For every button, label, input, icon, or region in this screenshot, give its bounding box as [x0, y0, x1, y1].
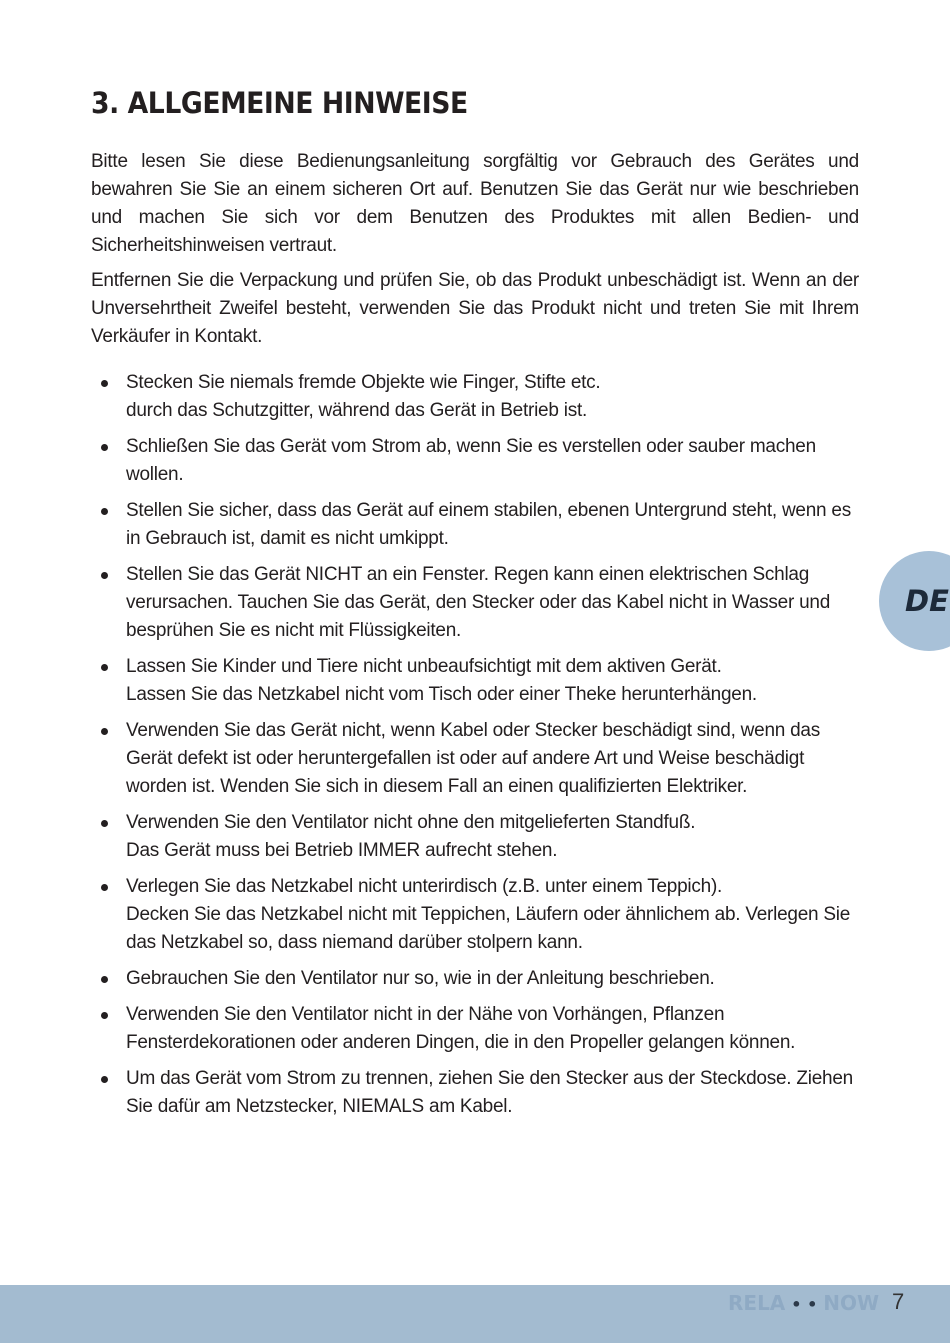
bullet-dot-icon: [101, 1076, 108, 1083]
list-item-line: Stecken Sie niemals fremde Objekte wie Finger, Stifte etc.: [126, 372, 601, 393]
bullet-dot-icon: [101, 444, 108, 451]
intro-paragraph: Entfernen Sie die Verpackung und prüfen Sie, ob das Produkt unbeschädigt ist. Wenn an der Unversehrtheit Zweifel besteht, verwenden Sie das Produkt nicht und treten Sie mit Ihrem Verkäufer in Kontakt.: [91, 270, 859, 347]
language-tab-label: DE: [905, 584, 949, 618]
list-item-line: Fensterdekorationen oder anderen Dingen, die in den Propeller gelangen können.: [126, 1032, 796, 1053]
list-item-line: Stellen Sie sicher, dass das Gerät auf einem stabilen, ebenen Untergrund steht, wenn es: [126, 500, 851, 521]
language-tab-de: [879, 551, 950, 651]
bullet-dot-icon: [101, 380, 108, 387]
list-item-line: Verwenden Sie das Gerät nicht, wenn Kabel oder Stecker beschädigt sind, wenn das: [126, 720, 820, 741]
list-item: [91, 433, 859, 489]
bullet-dot-icon: [101, 572, 108, 579]
list-item: [91, 1065, 859, 1121]
intro-paragraph: Bitte lesen Sie diese Bedienungsanleitung sorgfältig vor Gebrauch des Gerätes und bewahren Sie Sie an einem sicheren Ort auf. Benutzen Sie das Gerät nur wie beschrieben und machen Sie sich vor dem Benutzen des Produktes mit allen Bedien- und Sicherheitshinweisen vertraut.: [91, 151, 859, 256]
brand-logo-right: NOW: [823, 1291, 880, 1315]
list-item-line: Verlegen Sie das Netzkabel nicht unterirdisch (z.B. unter einem Teppich).: [126, 876, 723, 897]
bullet-dot-icon: [101, 976, 108, 983]
brand-logo: [728, 1291, 880, 1315]
bullet-dot-icon: [101, 820, 108, 827]
list-item-line: Stellen Sie das Gerät NICHT an ein Fenster. Regen kann einen elektrischen Schlag: [126, 564, 810, 585]
list-item: [91, 497, 859, 553]
list-item-line: Lassen Sie Kinder und Tiere nicht unbeaufsichtigt mit dem aktiven Gerät.: [126, 656, 722, 677]
list-item: [91, 717, 859, 801]
list-item: [91, 653, 859, 709]
list-item-line: Sie dafür am Netzstecker, NIEMALS am Kabel.: [126, 1096, 513, 1117]
list-item-line: worden ist. Wenden Sie sich in diesem Fall an einen qualifizierten Elektriker.: [126, 776, 748, 797]
list-item: [91, 561, 859, 645]
list-item-line: in Gebrauch ist, damit es nicht umkippt.: [126, 528, 449, 549]
list-item-line: Lassen Sie das Netzkabel nicht vom Tisch oder einer Theke herunterhängen.: [126, 684, 757, 705]
list-item-line: Verwenden Sie den Ventilator nicht ohne den mitgelieferten Standfuß.: [126, 812, 696, 833]
list-item-line: verursachen. Tauchen Sie das Gerät, den Stecker oder das Kabel nicht in Wasser und: [126, 592, 831, 613]
list-item-line: durch das Schutzgitter, während das Gerät in Betrieb ist.: [126, 400, 588, 421]
bullet-dot-icon: [101, 664, 108, 671]
page-title: 3. ALLGEMEINE HINWEISE: [91, 86, 468, 120]
list-item-line: besprühen Sie es nicht mit Flüssigkeiten.: [126, 620, 462, 641]
safety-instructions-list: [91, 369, 859, 1129]
page-number: 7: [892, 1289, 905, 1314]
list-item: [91, 809, 859, 865]
list-item-line: Gebrauchen Sie den Ventilator nur so, wie in der Anleitung beschrieben.: [126, 968, 715, 989]
list-item-line: das Netzkabel so, dass niemand darüber stolpern kann.: [126, 932, 583, 953]
relax-now-logo-icon: • •: [791, 1295, 818, 1314]
bullet-dot-icon: [101, 728, 108, 735]
list-item-line: Um das Gerät vom Strom zu trennen, ziehen Sie den Stecker aus der Steckdose. Ziehen: [126, 1068, 853, 1089]
list-item-line: Decken Sie das Netzkabel nicht mit Teppichen, Läufern oder ähnlichem ab. Verlegen Sie: [126, 904, 851, 925]
list-item-line: wollen.: [126, 464, 184, 485]
bullet-dot-icon: [101, 508, 108, 515]
list-item: [91, 873, 859, 957]
list-item-line: Das Gerät muss bei Betrieb IMMER aufrecht stehen.: [126, 840, 558, 861]
list-item: [91, 1001, 859, 1057]
list-item: [91, 369, 859, 425]
list-item: [91, 965, 859, 993]
bullet-dot-icon: [101, 1012, 108, 1019]
list-item-line: Schließen Sie das Gerät vom Strom ab, wenn Sie es verstellen oder sauber machen: [126, 436, 816, 457]
list-item-line: Gerät defekt ist oder heruntergefallen ist oder auf andere Art und Weise beschädigt: [126, 748, 805, 769]
bullet-dot-icon: [101, 884, 108, 891]
intro-section: [91, 148, 859, 358]
list-item-line: Verwenden Sie den Ventilator nicht in der Nähe von Vorhängen, Pflanzen: [126, 1004, 725, 1025]
brand-logo-left: RELA: [728, 1291, 786, 1315]
